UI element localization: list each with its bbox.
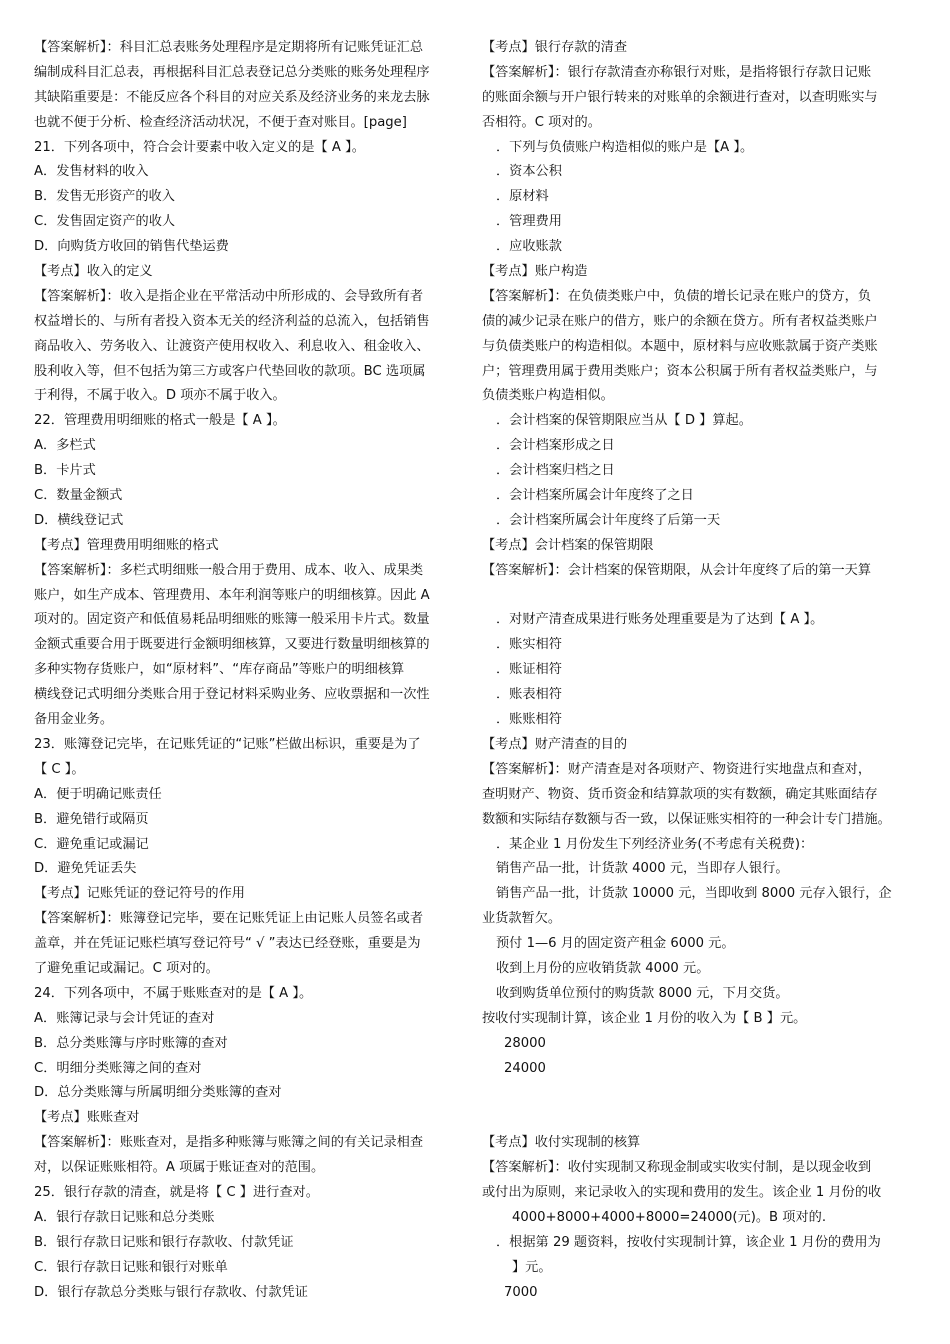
text-line: 多种实物存货账户，如“原材料”、“库存商品”等账户的明细核算	[34, 662, 405, 678]
text-line: A．多栏式	[34, 438, 96, 454]
text-line: 否相符。C 项对的。	[482, 114, 601, 130]
text-line: 【答案解析】：收付实现制又称现金制或实收实付制，是以现金收到	[482, 1160, 872, 1176]
text-line: B．总分类账簿与序时账簿的查对	[34, 1035, 228, 1051]
text-line: ．某企业 1 月份发生下列经济业务(不考虑有关税费)：	[496, 836, 814, 852]
text-line: 【考点】会计档案的保管期限	[482, 537, 654, 553]
text-line: ．会计档案所属会计年度终了之日	[496, 488, 694, 504]
text-line: ．下列与负债账户构造相似的账户是【A 】。	[496, 139, 754, 155]
text-line: 业货款暂欠。	[482, 911, 562, 927]
text-line: C．数量金额式	[34, 488, 123, 504]
text-line: ．应收账款	[496, 239, 562, 255]
text-line: 横线登记式明细分类账合用于登记材料采购业务、应收票据和一次性	[34, 687, 430, 703]
text-line: 【考点】银行存款的清查	[482, 40, 628, 55]
text-line: 【 C 】。	[34, 761, 85, 777]
text-line: 对，以保证账账相符。A 项属于账证查对的范围。	[34, 1160, 325, 1176]
text-line: B．银行存款日记账和银行存款收、付款凭证	[34, 1234, 294, 1250]
text-line: 【答案解析】：科目汇总表账务处理程序是定期将所有记账凭证汇总	[34, 40, 424, 55]
text-line: 也就不便于分析、检查经济活动状况，不便于查对账目。[page]	[34, 114, 407, 130]
text-line: ．管理费用	[496, 214, 562, 230]
text-line: 盖章，并在凭证记账栏填写登记符号“ √ ”表达已经登账，重要是为	[34, 936, 421, 952]
right-column	[482, 36, 922, 1305]
text-line: 28000	[504, 1035, 546, 1051]
text-line: 负债类账户构造相似。	[482, 388, 614, 404]
text-line: A．账簿记录与会计凭证的查对	[34, 1010, 215, 1026]
text-line: 收到购货单位预付的购货款 8000 元，下月交货。	[496, 985, 789, 1001]
left-column	[34, 36, 472, 1305]
text-line: 账户，如生产成本、管理费用、本年利润等账户的明细核算。因此 A	[34, 587, 430, 603]
text-line: D．避免凭证丢失	[34, 861, 137, 877]
text-line: 其缺陷重要是：不能反应各个科目的对应关系及经济业务的来龙去脉	[34, 89, 430, 105]
text-line: 预付 1—6 月的固定资产租金 6000 元。	[496, 936, 735, 952]
text-line: ．原材料	[496, 189, 549, 205]
text-line: A．银行存款日记账和总分类账	[34, 1209, 215, 1225]
text-line: 项对的。固定资产和低值易耗品明细账的账簿一般采用卡片式。数量	[34, 612, 430, 628]
text-line: ．对财产清查成果进行账务处理重要是为了达到【 A 】。	[496, 612, 824, 628]
text-line	[482, 1106, 922, 1131]
text-line: C．明细分类账簿之间的查对	[34, 1060, 202, 1076]
text-line: 【答案解析】：银行存款清查亦称银行对账，是指将银行存款日记账	[482, 64, 872, 80]
text-line: 24000	[504, 1060, 546, 1076]
text-line: 【答案解析】：收入是指企业在平常活动中所形成的、会导致所有者	[34, 288, 424, 304]
text-line: B．避免错行或隔页	[34, 811, 149, 827]
text-line: 4000+8000+4000+8000=24000(元)。B 项对的.	[512, 1209, 827, 1225]
text-line: ．资本公积	[496, 164, 562, 180]
text-line: 【答案解析】：账簿登记完毕，要在记账凭证上由记账人员签名或者	[34, 911, 424, 927]
text-line: ．根据第 29 题资料，按收付实现制计算，该企业 1 月份的费用为	[496, 1234, 881, 1250]
text-line: D．总分类账簿与所属明细分类账簿的查对	[34, 1085, 282, 1101]
text-line: B．发售无形资产的收入	[34, 189, 175, 205]
text-line: 权益增长的、与所有者投入资本无关的经济利益的总流入，包括销售	[34, 313, 430, 329]
text-line: ．账账相符	[496, 712, 562, 728]
text-line: 的账面余额与开户银行转来的对账单的余额进行查对，以查明账实与	[482, 89, 878, 105]
text-line: 23．账簿登记完毕，在记账凭证的“记账”栏做出标识，重要是为了	[34, 736, 421, 752]
text-line: 查明财产、物资、货币资金和结算款项的实有数额，确定其账面结存	[482, 786, 878, 802]
text-line: ．会计档案所属会计年度终了后第一天	[496, 512, 721, 528]
text-line: ．会计档案形成之日	[496, 438, 615, 454]
text-line: 按收付实现制计算，该企业 1 月份的收入为【 B 】元。	[482, 1010, 807, 1026]
text-line: 收到上月份的应收销货款 4000 元。	[496, 960, 710, 976]
text-line: 【考点】收入的定义	[34, 264, 153, 280]
text-line	[482, 584, 922, 609]
text-line: 股利收入等，但不包括为第三方或客户代垫回收的款项。BC 选项属	[34, 363, 426, 379]
text-line: 销售产品一批，计货款 4000 元，当即存人银行。	[496, 861, 789, 877]
text-line: 编制成科目汇总表，再根据科目汇总表登记总分类账的账务处理程序	[34, 64, 430, 80]
text-line: D．向购货方收回的销售代垫运费	[34, 239, 229, 255]
text-line: 金额式重要合用于既要进行金额明细核算，又要进行数量明细核算的	[34, 637, 430, 653]
text-line: ．账实相符	[496, 637, 562, 653]
text-line: 【考点】账户构造	[482, 264, 588, 280]
text-line: 【考点】账账查对	[34, 1110, 140, 1126]
text-line: 【答案解析】：多栏式明细账一般合用于费用、成本、收入、成果类	[34, 562, 424, 578]
text-line: 销售产品一批，计货款 10000 元，当即收到 8000 元存入银行，企	[496, 886, 892, 902]
text-line: 【考点】财产清查的目的	[482, 736, 628, 752]
text-line: A．便于明确记账责任	[34, 786, 162, 802]
text-line: 商品收入、劳务收入、让渡资产使用权收入、利息收入、租金收入、	[34, 338, 430, 354]
text-line: 债的减少记录在账户的借方，账户的余额在贷方。所有者权益类账户	[482, 313, 878, 329]
text-line: 【答案解析】：账账查对，是指多种账簿与账簿之间的有关记录相查	[34, 1135, 424, 1151]
text-line: D．银行存款总分类账与银行存款收、付款凭证	[34, 1284, 308, 1300]
text-line: B．卡片式	[34, 463, 96, 479]
text-line: C．避免重记或漏记	[34, 836, 149, 852]
text-line: 了避免重记或漏记。C 项对的。	[34, 960, 219, 976]
text-line: ．账证相符	[496, 662, 562, 678]
text-line: 与负债类账户的构造相似。本题中，原材料与应收账款属于资产类账	[482, 338, 878, 354]
text-line	[482, 1081, 922, 1106]
text-line: 】元。	[512, 1259, 552, 1275]
text-line: 22．管理费用明细账的格式一般是【 A 】。	[34, 413, 286, 429]
text-line: C．银行存款日记账和银行对账单	[34, 1259, 228, 1275]
text-line: C．发售固定资产的收人	[34, 214, 176, 230]
text-line: 于利得，不属于收入。D 项亦不属于收入。	[34, 388, 286, 404]
text-line: 7000	[504, 1284, 538, 1300]
text-line: ．账表相符	[496, 687, 562, 703]
text-line: 21．下列各项中，符合会计要素中收入定义的是【 A 】。	[34, 139, 365, 155]
text-line: 25．银行存款的清查，就是将【 C 】进行查对。	[34, 1184, 319, 1200]
text-line: D．横线登记式	[34, 512, 124, 528]
text-line: 【答案解析】：会计档案的保管期限，从会计年度终了后的第一天算	[482, 562, 872, 578]
text-line: ．会计档案的保管期限应当从【 D 】算起。	[496, 413, 752, 429]
text-line: 24．下列各项中，不属于账账查对的是【 A 】。	[34, 985, 313, 1001]
text-line: 【答案解析】：在负债类账户中，负债的增长记录在账户的贷方，负	[482, 288, 872, 304]
text-line: 数额和实际结存数额与否一致，以保证账实相符的一种会计专门措施。	[482, 811, 891, 827]
text-line: 或付出为原则，来记录收入的实现和费用的发生。该企业 1 月份的收	[482, 1184, 882, 1200]
text-line: ．会计档案归档之日	[496, 463, 615, 479]
text-line: 备用金业务。	[34, 712, 114, 728]
text-line: 【考点】管理费用明细账的格式	[34, 537, 219, 553]
text-line: 户；管理费用属于费用类账户；资本公积属于所有者权益类账户，与	[482, 363, 878, 379]
text-line: 【考点】收付实现制的核算	[482, 1135, 641, 1151]
text-line: 【考点】记账凭证的登记符号的作用	[34, 886, 245, 902]
text-line: A．发售材料的收入	[34, 164, 149, 180]
text-line: 【答案解析】：财产清查是对各项财产、物资进行实地盘点和查对，	[482, 761, 872, 777]
